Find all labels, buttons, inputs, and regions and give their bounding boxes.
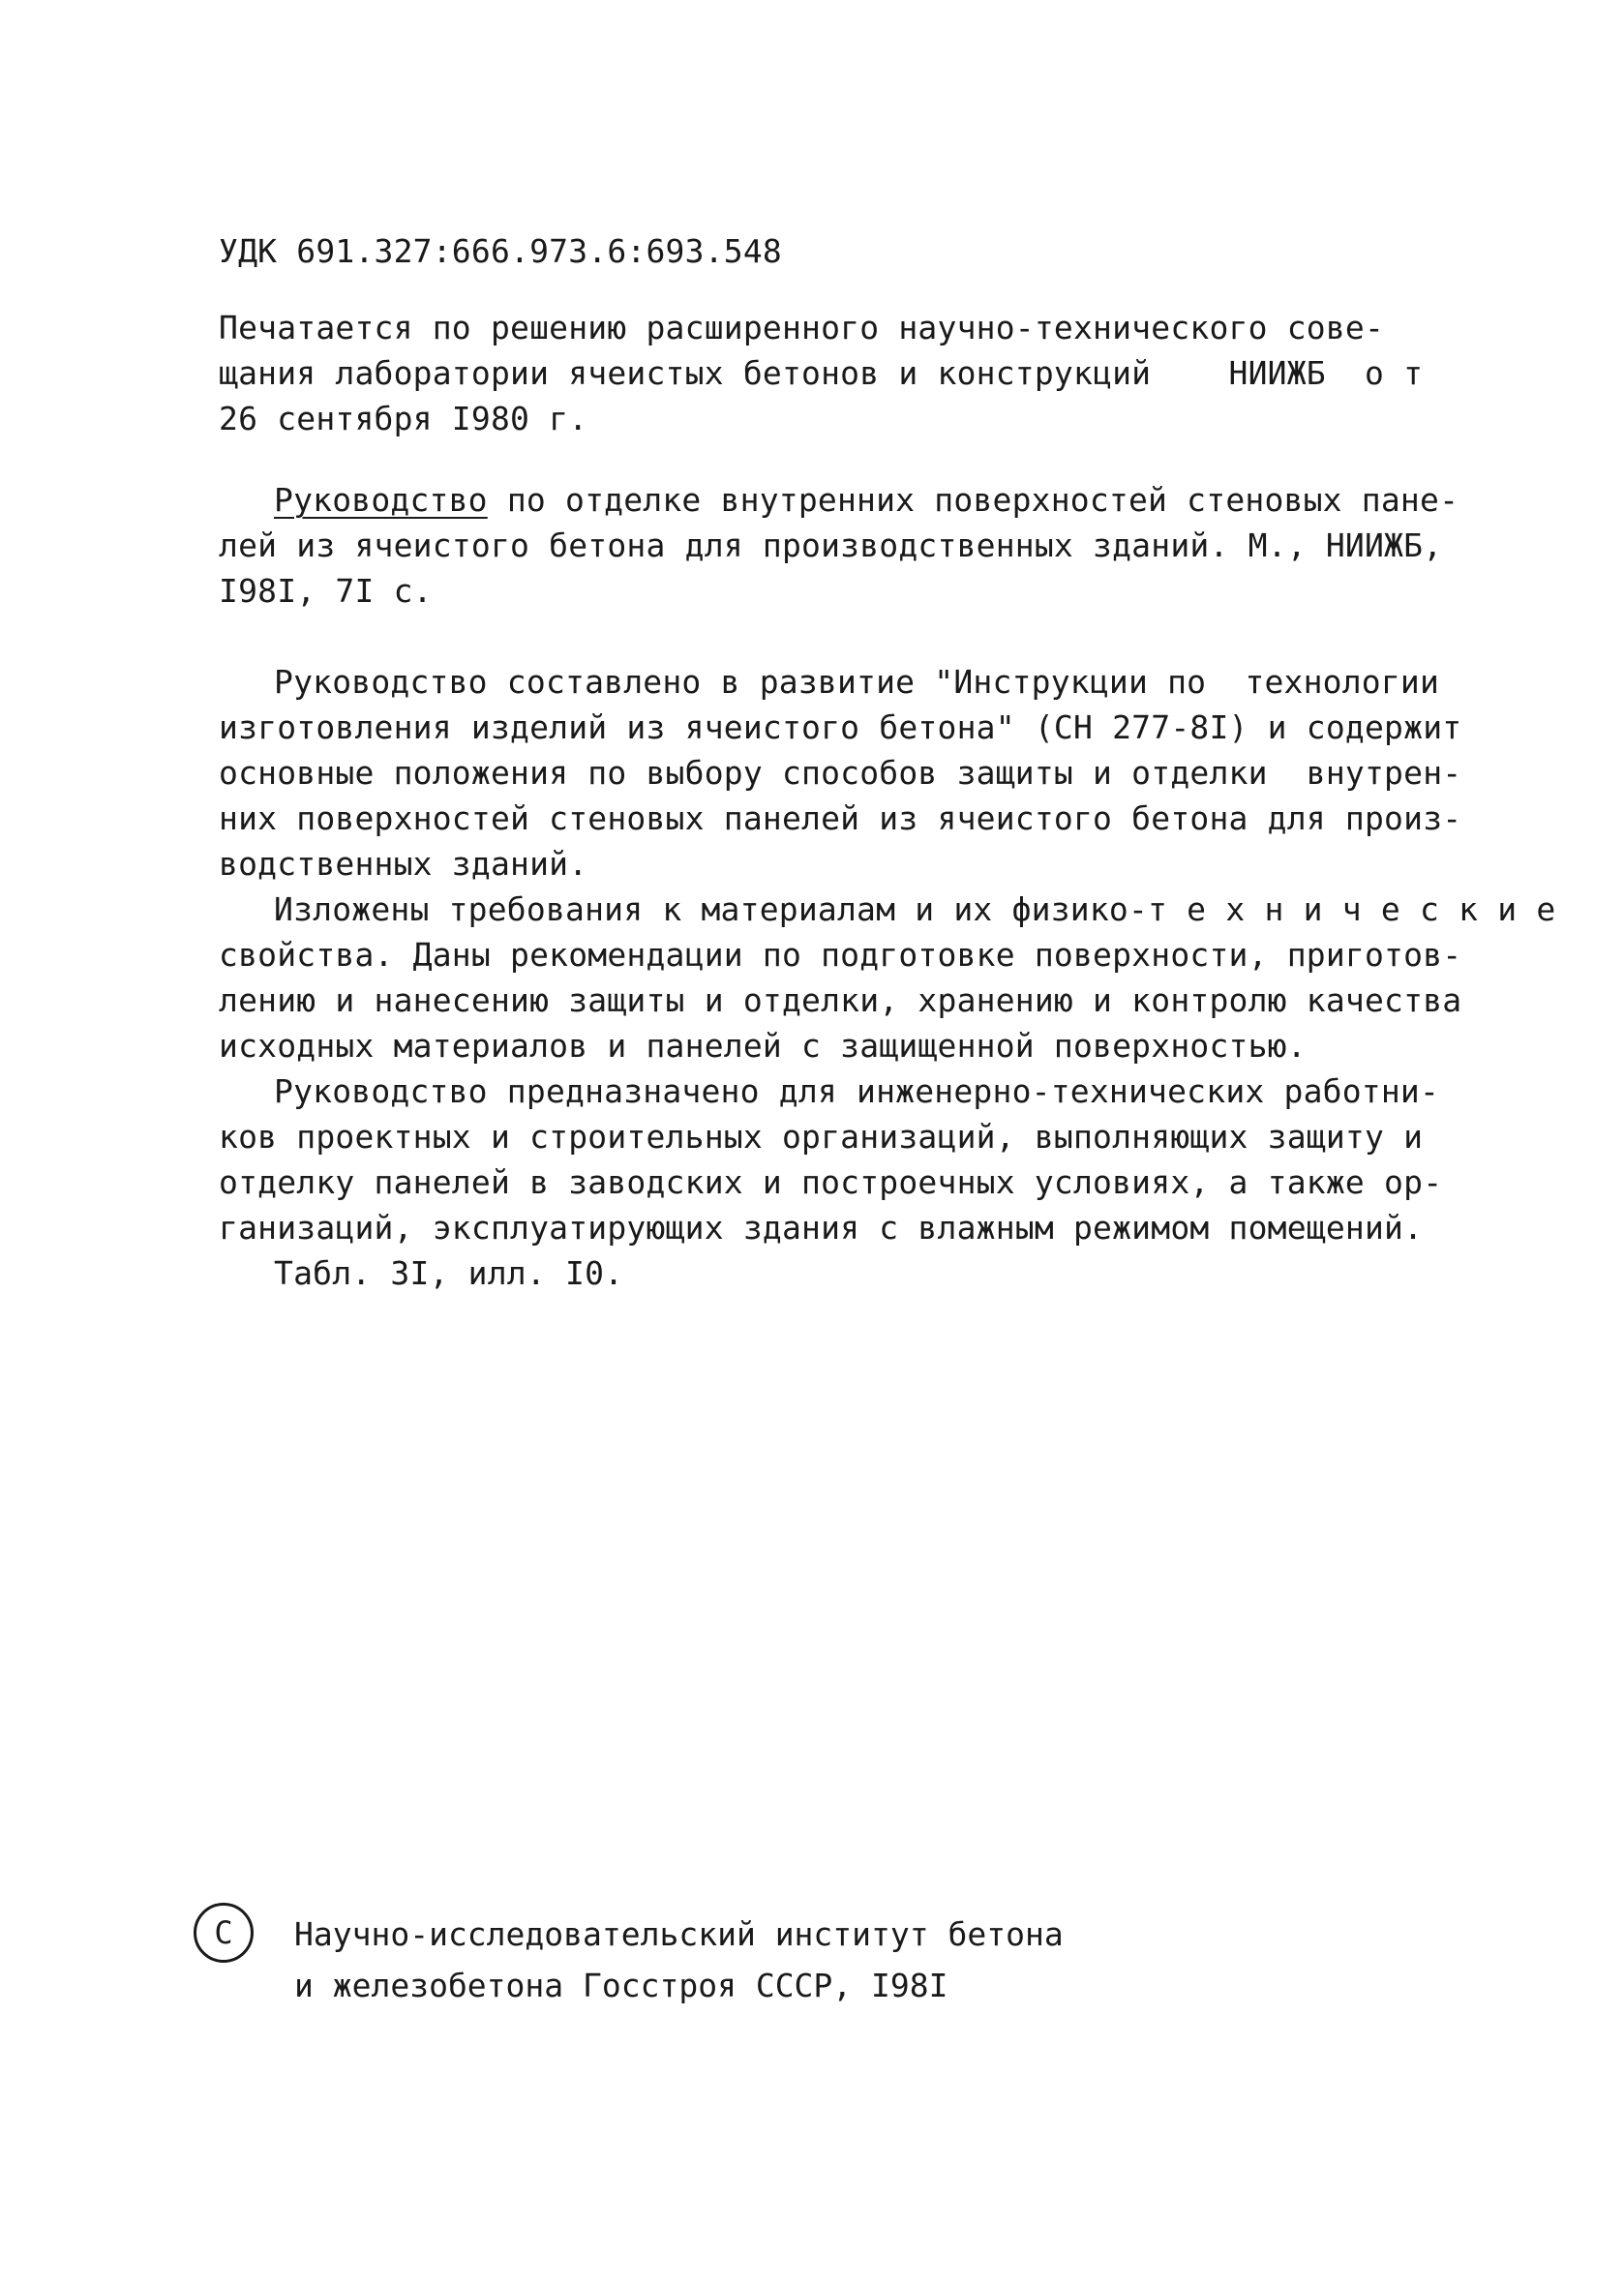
imprint-line: щания лаборатории ячеистых бетонов и конструкций НИИЖБ о т	[219, 354, 1424, 392]
abstract-line: лению и нанесению защиты и отделки, хранению и контролю качества	[219, 981, 1462, 1019]
abstract-line: Руководство составлено в развитие "Инструкции по технологии	[274, 663, 1440, 701]
abstract-line: свойства. Даны рекомендации по подготовке поверхности, приготов-	[219, 936, 1462, 974]
copyright-icon	[194, 1903, 254, 1963]
abstract-line: Руководство предназначено для инженерно-технических работни-	[274, 1072, 1440, 1110]
abstract-line: исходных материалов и панелей с защищенной поверхностью.	[219, 1027, 1307, 1065]
abstract-line: Табл. 3I, илл. I0.	[274, 1254, 624, 1292]
abstract-line: них поверхностей стеновых панелей из ячеистого бетона для произ-	[219, 799, 1462, 837]
imprint-note	[219, 305, 1423, 441]
citation-line: I98I, 7I с.	[219, 572, 433, 610]
copyright-line: Научно-исследовательский институт бетона	[294, 1915, 1064, 1953]
abstract-line: ганизаций, эксплуатирующих здания с влажным режимом помещений.	[219, 1209, 1424, 1247]
imprint-line: 26 сентября I980 г.	[219, 400, 588, 437]
copyright-line: и железобетона Госстроя СССР, I98I	[294, 1967, 948, 2004]
copyright-symbol: C	[214, 1914, 233, 1951]
citation-line-rest: по отделке внутренних поверхностей стеновых пане-	[487, 481, 1459, 519]
citation-line	[219, 477, 1459, 523]
abstract	[219, 659, 1555, 1296]
abstract-line: отделку панелей в заводских и построечных условиях, а также ор-	[219, 1163, 1443, 1201]
abstract-line: ков проектных и строительных организаций, выполняющих защиту и	[219, 1118, 1424, 1156]
copyright-text	[294, 1909, 1064, 2011]
abstract-line: основные положения по выбору способов защиты и отделки внутрен-	[219, 754, 1462, 792]
abstract-line: изготовления изделий из ячеистого бетона" (СН 277-8I) и содержит	[219, 708, 1462, 746]
imprint-line: Печатается по решению расширенного научно-технического совe-	[219, 309, 1385, 346]
citation-line: лей из ячеистого бетона для производственных зданий. М., НИИЖБ,	[219, 526, 1443, 564]
abstract-line: водственных зданий.	[219, 845, 588, 883]
abstract-line: Изложены требования к материалам и их физико-т е х н и ч е с к и е	[274, 890, 1556, 928]
bibliographic-citation	[219, 477, 1459, 614]
udc-code: УДК 691.327:666.973.6:693.548	[219, 232, 782, 270]
citation-title-word: Руководство	[274, 481, 488, 519]
